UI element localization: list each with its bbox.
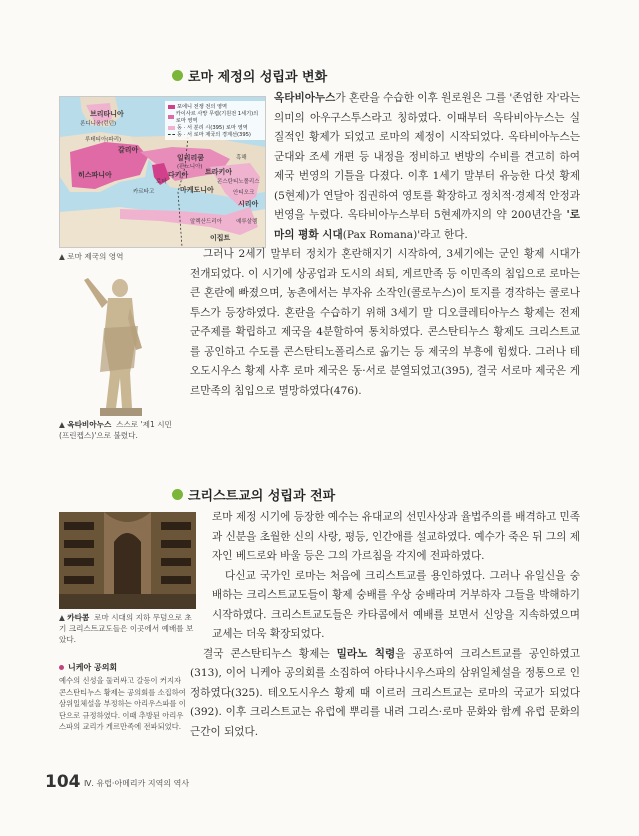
map-label: 예루살렘 — [236, 219, 258, 225]
map-label: (판노니아) — [177, 164, 203, 170]
legend-item: 카이사르 사망 무렵(기원전 1세기)의 로마 영역 — [168, 110, 262, 124]
map-label: 흑해 — [236, 155, 247, 161]
note-body: 예수의 신성을 둘러싸고 갈등이 커지자 콘스탄티누스 황제는 공의회를 소집하여 삼위일체설을 부정하는 아리우스파를 이단으로 규정하였다. 이때 추방된 아리우스파의 교리가 게르만족에 전파되었다. — [59, 676, 186, 731]
legend-line — [168, 134, 175, 135]
map-label: 이집트 — [210, 234, 231, 242]
map-label: 시리아 — [238, 200, 259, 208]
chapter-title: Ⅳ. 유럽·아메리카 지역의 역사 — [84, 779, 190, 788]
page-number: 104 — [45, 772, 81, 792]
catacomb-graphic — [59, 512, 196, 609]
note-heading: 니케아 공의회 — [59, 662, 189, 673]
nicaea-note — [59, 662, 189, 733]
legend-item: 동 · 서 로마 제국의 경계선(395) — [168, 131, 262, 138]
map-label: 일리리쿰 — [177, 154, 205, 162]
map-label: 콘스탄티노폴리스 — [217, 179, 260, 185]
map-caption: ▲ 로마 제국의 영역 — [59, 252, 124, 261]
section2-body — [190, 508, 580, 742]
legend-swatch — [168, 105, 175, 109]
note-bullet-icon — [59, 665, 64, 670]
legend-swatch — [168, 126, 175, 130]
map-label: 론디니움(런던) — [80, 121, 117, 127]
map-label: 히스파니아 — [78, 171, 112, 179]
catacomb-image — [59, 512, 196, 609]
paragraph: 다신교 국가인 로마는 처음에 크리스트교를 용인하였다. 그러나 유일신을 숭배하는 크리스트교도들이 황제 숭배를 우상 숭배라며 거부하자 그들을 박해하기 시작하였다. 크리스트교도들은 카타콤에서 예배를 보면서 신앙을 지속하였으며 교세는 더욱 확장되었다. — [212, 569, 580, 640]
augustus-statue-image — [70, 268, 170, 418]
green-bullet-icon — [172, 489, 183, 500]
map-label: 갈리아 — [118, 146, 139, 154]
map-label: 트라키아 — [205, 168, 233, 176]
paragraph: 그러나 2세기 말부터 정치가 혼란해지기 시작하여, 3세기에는 군인 황제 시대가 전개되었다. 이 시기에 상공업과 도시의 쇠퇴, 게르만족 등 이민족의 침입으로 로마는 큰 혼란에 빠졌으며, 농촌에서는 부자유 소작인(콜로누스)이 토지를 경작하는 콜로나투스가 등장하였다. 혼란을 수습하기 위해 3세기 말 디오클레티아누스 황제는 전제 군주제를 확립하고 제국을 4분할하여 통치하였다. 콘스탄티누스 황제도 크리스트교를 공인하고 수도를 콘스탄티노폴리스로 옮기는 등 제국의 부흥에 힘썼다. 그러나 테오도시우스 황제 사후 로마 제국은 동·서로 분열되었고(395), 결국 서로마 제국은 게르만족의 침입으로 멸망하였다(476). — [190, 248, 580, 397]
section-title-christianity: 크리스트교의 성립과 전파 — [172, 485, 335, 504]
map-label: 브리타니아 — [90, 110, 124, 118]
map-label: 안티오크 — [233, 190, 255, 196]
section1-body — [190, 89, 580, 401]
map-label: 마케도니아 — [180, 186, 214, 194]
statue-caption: ▲ 옥타비아누스 스스로 '제1 시민(프린켑스)'으로 불렸다. — [59, 420, 172, 440]
green-bullet-icon — [172, 70, 183, 81]
paragraph: 결국 콘스탄티누스 황제는 밀라노 칙령을 공포하여 크리스트교를 공인하였고(313), 이어 니케아 공의회를 소집하여 아타나시우스파의 삼위일체설을 정통으로 인정하였다(325). 테오도시우스 황제 때 이르러 크리스트교는 로마의 국교가 되었다(392). 이후 크리스트교는 유럽에 뿌리를 내려 그리스·로마 문화와 함께 유럽 문화의 근간이 되었다. — [190, 647, 581, 738]
legend-swatch — [168, 115, 174, 119]
map-label: 로마 — [156, 179, 167, 185]
paragraph: 로마 제정 시기에 등장한 예수는 유대교의 선민사상과 율법주의를 배격하고 민족과 신분을 초월한 신의 사랑, 평등, 인간애를 설교하였다. 예수가 죽은 뒤 그의 제자인 베드로와 바울 등은 그의 가르침을 각지에 전파하였다. — [212, 511, 581, 562]
statue-graphic — [70, 268, 170, 418]
section-title-roman-empire: 로마 제정의 성립과 변화 — [172, 66, 327, 85]
map-label: 알렉산드리아 — [190, 219, 222, 225]
paragraph: 옥타비아누스가 혼란을 수습한 이후 원로원은 그를 '존엄한 자'라는 의미의 아우구스투스라고 칭하였다. 이때부터 옥타비아누스는 실질적인 황제가 되었고 로마의 제정이 시작되었다. 옥타비아누스는 군대와 조세 개편 등 내정을 정비하고 변방의 수비를 견고히 하여 제국 번영의 기틀을 다졌다. 이후 1세기 말부터 유능한 다섯 황제(5현제)가 연달아 집권하여 영토를 확장하고 정치적·경제적 안정과 번영을 누렸다. 옥타비아누스부터 5현제까지의 약 200년간을 '로마의 평화 시대(Pax Romana)'라고 한다. — [274, 92, 580, 241]
legend-item: 포에니 전쟁 전의 영역 — [168, 103, 262, 110]
catacomb-caption: ▲ 카타콤 로마 시대의 지하 무덤으로 초기 크리스트교도들은 이곳에서 예배를 보았다. — [59, 613, 194, 644]
map-label: 다키아 — [168, 171, 189, 179]
map-label: 카르타고 — [133, 189, 155, 195]
map-label: 루테티아(파리) — [85, 137, 122, 143]
legend-item: 동 · 서 분리 시(395) 로마 영역 — [168, 124, 262, 131]
